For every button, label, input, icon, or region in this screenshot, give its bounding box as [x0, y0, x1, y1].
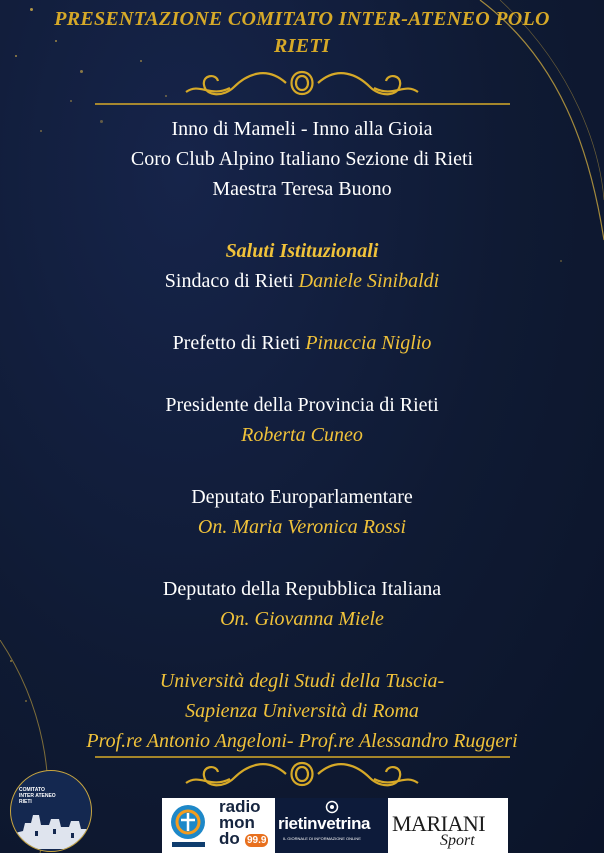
program-list: [0, 114, 604, 756]
program-name: Università degli Studi della Tuscia-: [159, 670, 445, 692]
program-line: Prefetto di Rieti Pinuccia Niglio: [172, 332, 432, 354]
committee-badge-logo: COMITATO INTER ATENEO RIETI: [10, 770, 92, 852]
program-line: Deputato della Repubblica Italiana: [162, 578, 442, 600]
program-line: Presidente della Provincia di Rieti: [165, 394, 439, 416]
program-line: Deputato Europarlamentare: [191, 486, 413, 508]
title-line-1: PRESENTAZIONE COMITATO INTER-ATENEO POLO: [54, 8, 550, 30]
rietinvetrina-logo: rietinvetrina IL GIORNALE DI INFORMAZIONE ONLINE: [275, 798, 388, 853]
title-line-2: RIETI: [274, 35, 330, 57]
program-name: On. Maria Veronica Rossi: [197, 516, 407, 538]
program-name: Roberta Cuneo: [241, 424, 363, 446]
radio-mondo-logo: radio mon do 99.9: [215, 798, 275, 853]
sponsor-logos: [162, 798, 508, 853]
program-name: Prof.re Antonio Angeloni- Prof.re Alessandro Ruggeri: [86, 730, 518, 752]
program-line: Coro Club Alpino Italiano Sezione di Rieti: [130, 148, 474, 170]
gold-ornament-top: [0, 66, 604, 106]
sport-club-logo: [162, 798, 215, 853]
gold-ornament-bottom: [0, 755, 604, 795]
program-line: Inno di Mameli - Inno alla Gioia: [171, 118, 433, 140]
program-line: Sindaco di Rieti Daniele Sinibaldi: [164, 270, 440, 292]
mariani-sport-logo: MARIANI Sport: [388, 798, 508, 853]
program-name: On. Giovanna Miele: [220, 608, 384, 630]
program-line: Maestra Teresa Buono: [212, 178, 392, 200]
program-name: Sapienza Università di Roma: [185, 700, 419, 722]
section-heading: Saluti Istituzionali: [225, 240, 379, 262]
poster-title: [0, 6, 604, 60]
